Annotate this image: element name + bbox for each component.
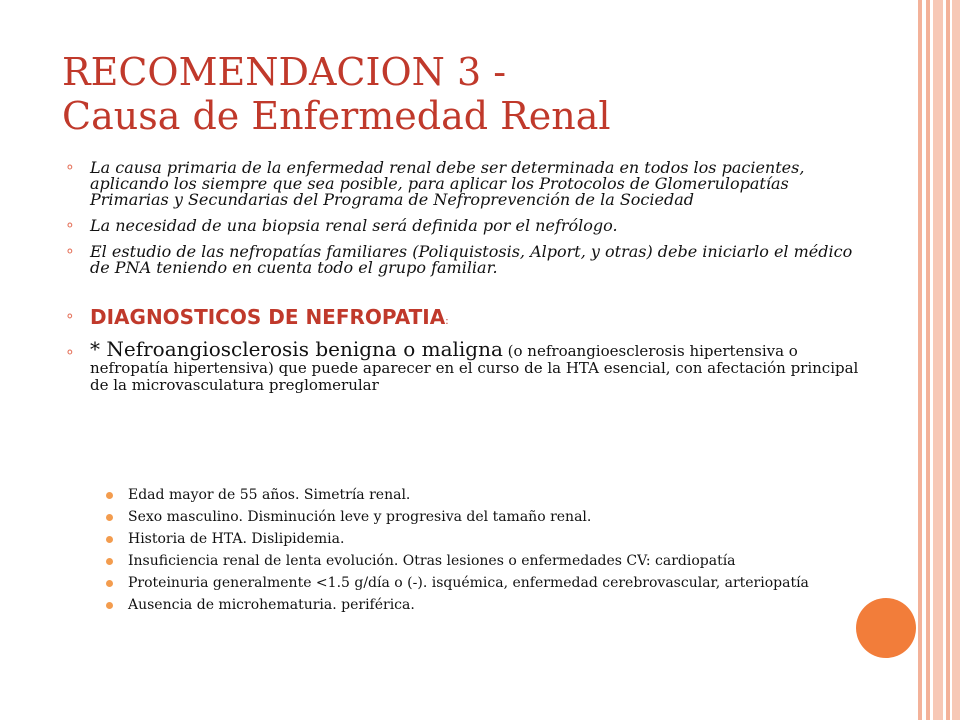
bullet-item [64, 160, 864, 208]
dot-bullet-icon [106, 492, 113, 499]
decorative-stripe [918, 0, 922, 720]
sub-item-text: Sexo masculino. Disminución leve y progresiva del tamaño renal. [128, 509, 592, 525]
sub-item [106, 532, 866, 547]
bullet-list [64, 160, 864, 430]
circle-outline-bullet-icon: ⚬ [64, 160, 76, 176]
bullet-item [64, 218, 864, 234]
dot-bullet-icon [106, 558, 113, 565]
sub-item [106, 488, 866, 503]
bullet-text: La causa primaria de la enfermedad renal debe ser determinada en todos los pacientes, aplicando los siempre que sea posible, para aplicar los Protocolos de Glomerulopatías Primarias y Secundarias del Programa de Nefroprevención de la Sociedad [90, 158, 805, 209]
circle-outline-bullet-icon: ⚬ [64, 345, 76, 361]
sub-item [106, 598, 866, 613]
nefro-rest: (o nefroangioesclerosis hipertensiva o nefropatía hipertensiva) que puede aparecer en el curso de la HTA esencial, con afectación principal de la microvasculatura preglomerular [90, 342, 859, 394]
decorative-stripe [946, 0, 950, 720]
dot-bullet-icon [106, 580, 113, 587]
dot-bullet-icon [106, 514, 113, 521]
sub-item-text: Edad mayor de 55 años. Simetría renal. [128, 487, 411, 503]
circle-outline-bullet-icon: ⚬ [64, 309, 76, 325]
bullet-text: La necesidad de una biopsia renal será definida por el nefrólogo. [90, 216, 618, 235]
decorative-stripe [933, 0, 943, 720]
decorative-stripe [926, 0, 930, 720]
slide-title [62, 50, 882, 138]
sub-item [106, 576, 866, 591]
title-line-2: Causa de Enfermedad Renal [62, 94, 611, 138]
sub-item-text: Insuficiencia renal de lenta evolución. Otras lesiones o enfermedades CV: cardiopatía [128, 553, 736, 569]
dot-bullet-icon [106, 536, 113, 543]
circle-outline-bullet-icon: ⚬ [64, 244, 76, 260]
dot-bullet-icon [106, 602, 113, 609]
circle-outline-bullet-icon: ⚬ [64, 218, 76, 234]
nefro-bullet [64, 337, 864, 394]
sub-item-text: Proteinuria generalmente <1.5 g/día o (-). isquémica, enfermedad cerebrovascular, arteriopatía [128, 575, 809, 591]
sub-item [106, 510, 866, 525]
sub-item-text: Historia de HTA. Dislipidemia. [128, 531, 345, 547]
sub-bullet-list [106, 488, 866, 620]
bullet-text: El estudio de las nefropatías familiares (Poliquistosis, Alport, y otras) debe iniciarlo el médico de PNA teniendo en cuenta todo el grupo familiar. [90, 242, 853, 277]
sub-item-text: Ausencia de microhematuria. periférica. [128, 597, 415, 613]
heading-text: DIAGNOSTICOS DE NEFROPATIA [90, 305, 446, 329]
decorative-stripe [952, 0, 960, 720]
title-line-1: RECOMENDACION 3 - [62, 50, 507, 94]
heading-colon: : [445, 316, 449, 327]
bullet-item [64, 244, 864, 276]
nefro-lead: * Nefroangiosclerosis benigna o maligna [90, 337, 503, 361]
sub-item [106, 554, 866, 569]
diagnosticos-heading [64, 304, 864, 335]
